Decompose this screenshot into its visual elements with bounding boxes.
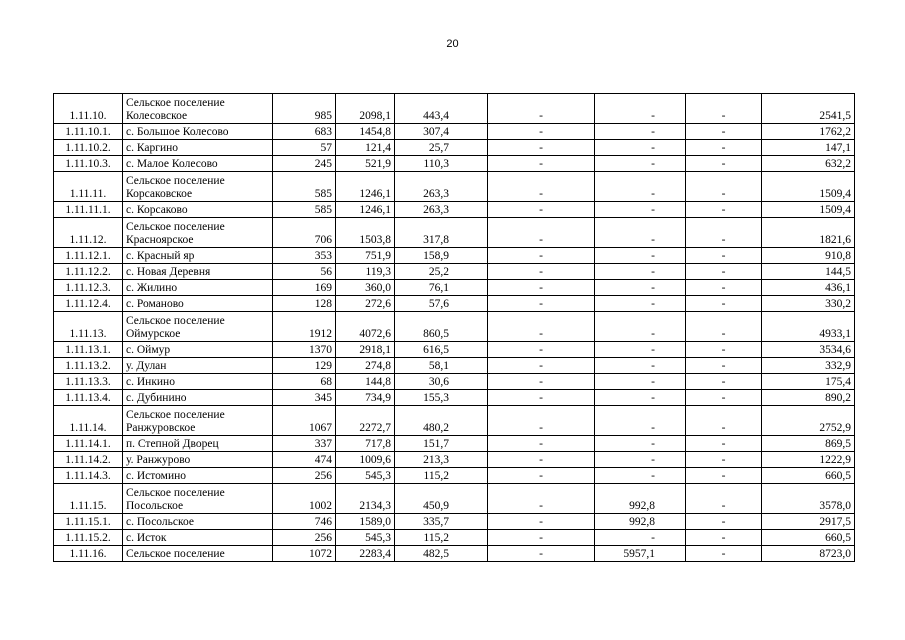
row-code: 1.11.15.1.	[54, 514, 123, 530]
row-value-4: -	[488, 484, 595, 514]
table-row	[54, 514, 855, 530]
row-name: Сельское поселение	[123, 546, 273, 562]
row-population: 245	[273, 156, 336, 172]
row-value-3: 213,3	[395, 452, 488, 468]
row-value-5: -	[595, 172, 686, 202]
row-value-2: 272,6	[336, 296, 395, 312]
row-value-6: -	[686, 468, 762, 484]
row-name: с. Посольское	[123, 514, 273, 530]
row-code: 1.11.13.2.	[54, 358, 123, 374]
row-value-3: 317,8	[395, 218, 488, 248]
row-name: у. Ранжурово	[123, 452, 273, 468]
row-population: 706	[273, 218, 336, 248]
row-name: с. Дубинино	[123, 390, 273, 406]
row-value-3: 25,7	[395, 140, 488, 156]
row-name: Сельское поселение Корсаковское	[123, 172, 273, 202]
row-value-5: -	[595, 218, 686, 248]
row-value-5: -	[595, 358, 686, 374]
row-value-4: -	[488, 452, 595, 468]
row-name: с. Исток	[123, 530, 273, 546]
row-value-2: 1246,1	[336, 172, 395, 202]
row-value-6: -	[686, 296, 762, 312]
row-total: 3534,6	[762, 342, 855, 358]
row-total: 660,5	[762, 468, 855, 484]
row-value-4: -	[488, 312, 595, 342]
row-value-3: 151,7	[395, 436, 488, 452]
row-value-5: -	[595, 94, 686, 124]
table-row	[54, 530, 855, 546]
row-total: 910,8	[762, 248, 855, 264]
table-row	[54, 172, 855, 202]
row-population: 353	[273, 248, 336, 264]
row-value-2: 1503,8	[336, 218, 395, 248]
row-total: 1509,4	[762, 202, 855, 218]
table-row	[54, 124, 855, 140]
row-value-2: 144,8	[336, 374, 395, 390]
row-population: 68	[273, 374, 336, 390]
row-value-2: 734,9	[336, 390, 395, 406]
row-code: 1.11.15.	[54, 484, 123, 514]
table-row	[54, 342, 855, 358]
row-total: 1222,9	[762, 452, 855, 468]
row-total: 660,5	[762, 530, 855, 546]
row-value-2: 2283,4	[336, 546, 395, 562]
row-value-4: -	[488, 94, 595, 124]
row-value-5: -	[595, 312, 686, 342]
row-name: с. Малое Колесово	[123, 156, 273, 172]
row-value-5: -	[595, 296, 686, 312]
row-population: 1072	[273, 546, 336, 562]
row-name: с. Большое Колесово	[123, 124, 273, 140]
row-code: 1.11.12.2.	[54, 264, 123, 280]
row-value-6: -	[686, 94, 762, 124]
row-value-4: -	[488, 406, 595, 436]
table-row	[54, 218, 855, 248]
row-value-2: 2918,1	[336, 342, 395, 358]
row-value-2: 751,9	[336, 248, 395, 264]
row-value-2: 717,8	[336, 436, 395, 452]
row-value-6: -	[686, 546, 762, 562]
row-total: 144,5	[762, 264, 855, 280]
row-value-3: 115,2	[395, 530, 488, 546]
row-value-5: 992,8	[595, 514, 686, 530]
row-value-3: 110,3	[395, 156, 488, 172]
table-row	[54, 546, 855, 562]
row-total: 4933,1	[762, 312, 855, 342]
row-code: 1.11.13.4.	[54, 390, 123, 406]
row-value-5: -	[595, 342, 686, 358]
row-name: Сельское поселение Красноярское	[123, 218, 273, 248]
row-population: 337	[273, 436, 336, 452]
row-value-3: 115,2	[395, 468, 488, 484]
row-total: 2752,9	[762, 406, 855, 436]
row-name: Сельское поселение Ранжуровское	[123, 406, 273, 436]
table-row	[54, 94, 855, 124]
row-value-4: -	[488, 342, 595, 358]
row-value-3: 450,9	[395, 484, 488, 514]
row-code: 1.11.12.	[54, 218, 123, 248]
row-value-3: 263,3	[395, 202, 488, 218]
row-value-5: -	[595, 248, 686, 264]
row-population: 1912	[273, 312, 336, 342]
row-value-3: 25,2	[395, 264, 488, 280]
row-code: 1.11.12.1.	[54, 248, 123, 264]
row-name: п. Степной Дворец	[123, 436, 273, 452]
table-row	[54, 296, 855, 312]
row-value-3: 482,5	[395, 546, 488, 562]
row-population: 57	[273, 140, 336, 156]
row-code: 1.11.13.3.	[54, 374, 123, 390]
row-name: Сельское поселение Оймурское	[123, 312, 273, 342]
row-population: 128	[273, 296, 336, 312]
row-value-6: -	[686, 172, 762, 202]
row-value-5: 992,8	[595, 484, 686, 514]
table-row	[54, 248, 855, 264]
row-value-4: -	[488, 530, 595, 546]
row-value-2: 274,8	[336, 358, 395, 374]
table-row	[54, 390, 855, 406]
row-value-6: -	[686, 452, 762, 468]
row-population: 256	[273, 530, 336, 546]
row-total: 175,4	[762, 374, 855, 390]
row-code: 1.11.16.	[54, 546, 123, 562]
row-value-4: -	[488, 172, 595, 202]
row-value-2: 1454,8	[336, 124, 395, 140]
row-value-6: -	[686, 514, 762, 530]
row-value-4: -	[488, 374, 595, 390]
row-value-5: -	[595, 374, 686, 390]
row-value-2: 545,3	[336, 468, 395, 484]
row-code: 1.11.14.2.	[54, 452, 123, 468]
row-value-3: 76,1	[395, 280, 488, 296]
row-code: 1.11.10.1.	[54, 124, 123, 140]
row-value-4: -	[488, 202, 595, 218]
row-name: Сельское поселение Посольское	[123, 484, 273, 514]
row-value-5: -	[595, 468, 686, 484]
table-row	[54, 452, 855, 468]
row-value-2: 121,4	[336, 140, 395, 156]
row-name: с. Красный яр	[123, 248, 273, 264]
row-name: у. Дулан	[123, 358, 273, 374]
row-value-3: 155,3	[395, 390, 488, 406]
row-value-4: -	[488, 140, 595, 156]
row-total: 1821,6	[762, 218, 855, 248]
row-value-5: -	[595, 280, 686, 296]
row-code: 1.11.12.4.	[54, 296, 123, 312]
row-value-2: 521,9	[336, 156, 395, 172]
row-total: 436,1	[762, 280, 855, 296]
row-value-4: -	[488, 296, 595, 312]
row-name: Сельское поселение Колесовское	[123, 94, 273, 124]
row-population: 256	[273, 468, 336, 484]
row-value-6: -	[686, 264, 762, 280]
row-value-3: 335,7	[395, 514, 488, 530]
row-value-2: 2134,3	[336, 484, 395, 514]
row-population: 1067	[273, 406, 336, 436]
table-row	[54, 484, 855, 514]
row-value-6: -	[686, 484, 762, 514]
row-code: 1.11.11.	[54, 172, 123, 202]
row-value-5: -	[595, 436, 686, 452]
row-value-6: -	[686, 530, 762, 546]
row-total: 632,2	[762, 156, 855, 172]
row-value-4: -	[488, 280, 595, 296]
row-value-3: 443,4	[395, 94, 488, 124]
row-value-3: 57,6	[395, 296, 488, 312]
row-value-5: 5957,1	[595, 546, 686, 562]
row-population: 1002	[273, 484, 336, 514]
row-population: 585	[273, 202, 336, 218]
row-total: 1762,2	[762, 124, 855, 140]
table-row	[54, 280, 855, 296]
table-row	[54, 358, 855, 374]
row-value-5: -	[595, 202, 686, 218]
row-code: 1.11.11.1.	[54, 202, 123, 218]
row-value-3: 58,1	[395, 358, 488, 374]
row-value-3: 616,5	[395, 342, 488, 358]
row-population: 1370	[273, 342, 336, 358]
row-population: 683	[273, 124, 336, 140]
row-code: 1.11.12.3.	[54, 280, 123, 296]
table-row	[54, 374, 855, 390]
row-value-5: -	[595, 156, 686, 172]
row-value-5: -	[595, 124, 686, 140]
data-table	[53, 93, 855, 562]
row-value-6: -	[686, 374, 762, 390]
row-name: с. Каргино	[123, 140, 273, 156]
row-value-4: -	[488, 436, 595, 452]
row-population: 474	[273, 452, 336, 468]
row-code: 1.11.14.3.	[54, 468, 123, 484]
table-row	[54, 202, 855, 218]
row-value-5: -	[595, 390, 686, 406]
row-total: 2917,5	[762, 514, 855, 530]
row-total: 147,1	[762, 140, 855, 156]
row-population: 345	[273, 390, 336, 406]
row-total: 2541,5	[762, 94, 855, 124]
row-value-2: 1589,0	[336, 514, 395, 530]
row-value-6: -	[686, 390, 762, 406]
row-value-6: -	[686, 312, 762, 342]
row-name: с. Жилино	[123, 280, 273, 296]
row-value-5: -	[595, 452, 686, 468]
row-name: с. Оймур	[123, 342, 273, 358]
row-population: 585	[273, 172, 336, 202]
row-value-2: 1246,1	[336, 202, 395, 218]
row-name: с. Инкино	[123, 374, 273, 390]
row-value-6: -	[686, 406, 762, 436]
row-value-4: -	[488, 514, 595, 530]
row-value-2: 4072,6	[336, 312, 395, 342]
row-value-6: -	[686, 280, 762, 296]
row-total: 869,5	[762, 436, 855, 452]
row-code: 1.11.13.	[54, 312, 123, 342]
row-code: 1.11.15.2.	[54, 530, 123, 546]
row-name: с. Истомино	[123, 468, 273, 484]
row-value-3: 263,3	[395, 172, 488, 202]
row-value-3: 860,5	[395, 312, 488, 342]
row-value-4: -	[488, 156, 595, 172]
table-row	[54, 140, 855, 156]
table-row	[54, 156, 855, 172]
row-value-4: -	[488, 218, 595, 248]
row-population: 985	[273, 94, 336, 124]
row-value-6: -	[686, 342, 762, 358]
row-population: 129	[273, 358, 336, 374]
row-value-4: -	[488, 468, 595, 484]
row-code: 1.11.13.1.	[54, 342, 123, 358]
row-value-6: -	[686, 248, 762, 264]
row-value-4: -	[488, 264, 595, 280]
row-value-4: -	[488, 124, 595, 140]
row-total: 890,2	[762, 390, 855, 406]
row-code: 1.11.10.	[54, 94, 123, 124]
row-value-6: -	[686, 218, 762, 248]
row-code: 1.11.10.3.	[54, 156, 123, 172]
row-value-3: 480,2	[395, 406, 488, 436]
row-value-3: 158,9	[395, 248, 488, 264]
row-value-6: -	[686, 436, 762, 452]
row-value-5: -	[595, 140, 686, 156]
row-value-3: 30,6	[395, 374, 488, 390]
row-total: 330,2	[762, 296, 855, 312]
row-value-2: 360,0	[336, 280, 395, 296]
row-value-2: 545,3	[336, 530, 395, 546]
table-row	[54, 312, 855, 342]
row-value-4: -	[488, 546, 595, 562]
row-total: 3578,0	[762, 484, 855, 514]
row-value-2: 2272,7	[336, 406, 395, 436]
table-body	[54, 94, 855, 562]
row-population: 746	[273, 514, 336, 530]
row-value-5: -	[595, 264, 686, 280]
row-value-5: -	[595, 530, 686, 546]
table-row	[54, 436, 855, 452]
row-value-6: -	[686, 156, 762, 172]
row-total: 1509,4	[762, 172, 855, 202]
row-value-2: 2098,1	[336, 94, 395, 124]
row-code: 1.11.14.	[54, 406, 123, 436]
row-value-6: -	[686, 358, 762, 374]
table-row	[54, 264, 855, 280]
row-value-5: -	[595, 406, 686, 436]
row-total: 332,9	[762, 358, 855, 374]
table-row	[54, 406, 855, 436]
row-total: 8723,0	[762, 546, 855, 562]
row-value-3: 307,4	[395, 124, 488, 140]
row-value-6: -	[686, 140, 762, 156]
row-name: с. Новая Деревня	[123, 264, 273, 280]
row-value-6: -	[686, 202, 762, 218]
table-row	[54, 468, 855, 484]
row-code: 1.11.10.2.	[54, 140, 123, 156]
row-value-2: 119,3	[336, 264, 395, 280]
row-value-4: -	[488, 358, 595, 374]
row-value-4: -	[488, 248, 595, 264]
row-name: с. Корсаково	[123, 202, 273, 218]
row-value-4: -	[488, 390, 595, 406]
row-value-6: -	[686, 124, 762, 140]
page-number: 20	[446, 38, 459, 50]
row-population: 56	[273, 264, 336, 280]
row-code: 1.11.14.1.	[54, 436, 123, 452]
row-value-2: 1009,6	[336, 452, 395, 468]
row-name: с. Романово	[123, 296, 273, 312]
row-population: 169	[273, 280, 336, 296]
